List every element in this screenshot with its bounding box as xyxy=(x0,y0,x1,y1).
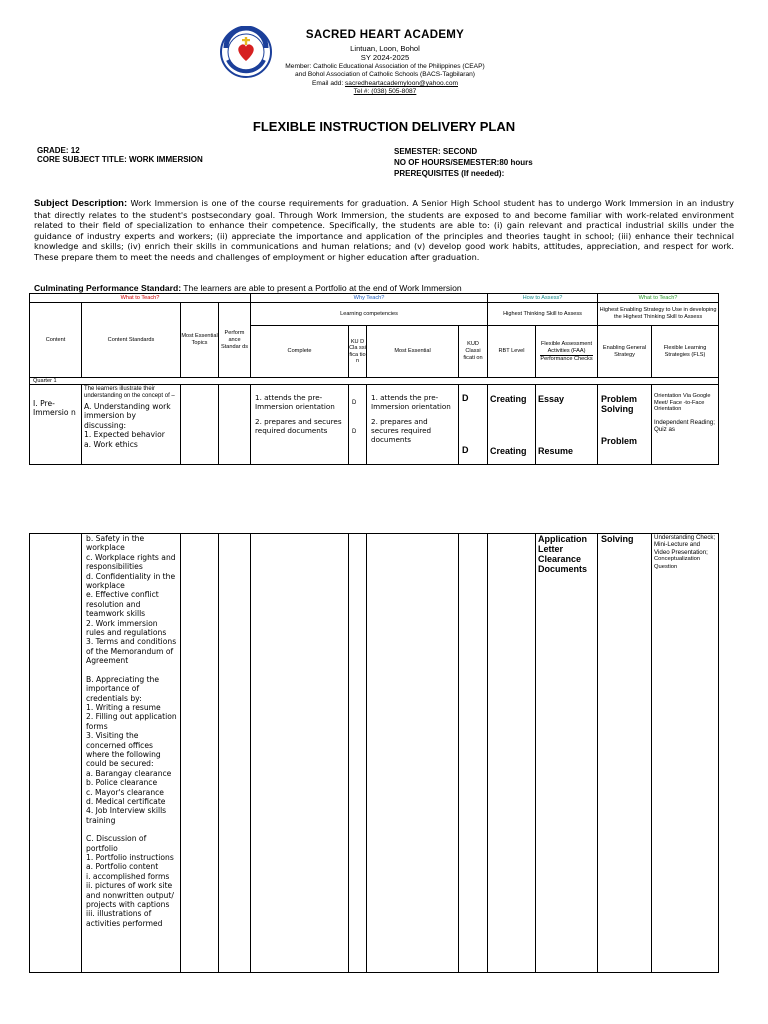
cs-line: 1. Portfolio instructions xyxy=(86,853,174,862)
cps-label: Culminating Performance Standard: xyxy=(34,283,182,293)
email-address[interactable]: sacredheartacademyloon@yahoo.com xyxy=(345,80,458,87)
cs-line: i. accomplished forms xyxy=(86,871,170,881)
quarter-label: Quarter 1 xyxy=(30,378,719,385)
cs-line: b. Safety in the workplace xyxy=(86,534,145,553)
fidp-table-page2 xyxy=(29,533,719,973)
faa-2: Resume xyxy=(538,446,574,456)
highest-enabling-header: Highest Enabling Strategy to Use in developing the Highest Thinking Skill to Assess xyxy=(598,303,719,326)
complete-cell xyxy=(251,385,349,465)
cs-spacer xyxy=(86,825,178,834)
cs-line: B. Appreciating the importance of credentials by: xyxy=(86,674,160,703)
cps-text: The learners are able to present a Portfolio at the end of Work Immersion xyxy=(181,283,462,293)
faa-label: Flexible Assessment Activities (FAA) xyxy=(541,340,593,354)
cs-line: 4. Job Interview skills training xyxy=(86,806,167,825)
why-teach-header: Why Teach? xyxy=(251,294,488,303)
egs-2: Problem xyxy=(601,436,638,446)
kud-classification-header-2: KUD Classi ficati on xyxy=(459,326,488,378)
fls-1: Orientation Via Google Meet/ Face -to-Face Orientation xyxy=(654,393,711,413)
cs-spacer xyxy=(86,666,178,675)
content-standards-cell-cont xyxy=(82,534,181,973)
kud2-2: D xyxy=(462,445,469,455)
rbt-level-header: RBT Level xyxy=(488,326,536,378)
fls-2: Independent Reading; Quiz as xyxy=(654,418,715,434)
kud-classification-header: KU D Cla ssi fica tio n xyxy=(349,326,367,378)
cs-line: c. Mayor's clearance xyxy=(86,787,164,797)
cs-line: 1. Writing a resume xyxy=(86,702,161,712)
school-name: SACRED HEART ACADEMY xyxy=(305,29,465,41)
highest-thinking-header: Highest Thinking Skill to Assess xyxy=(488,303,598,326)
cs-line: c. Workplace rights and responsibilities xyxy=(86,552,176,572)
egs-1: Problem Solving xyxy=(601,394,638,414)
cs-line: C. Discussion of portfolio xyxy=(86,834,147,853)
cs-intro: The learners illustrate their understanding on the concept of – xyxy=(84,386,175,399)
kud2-1: D xyxy=(462,393,469,403)
rbt-1: Creating xyxy=(490,394,527,404)
essential-item-1: 1. attends the pre-Immersion orientation xyxy=(371,393,451,411)
what-to-teach-header-2: What to Teach? xyxy=(598,294,719,303)
faa-cell-cont: Application Letter Clearance Documents xyxy=(536,534,598,973)
most-essential-topics-cell xyxy=(181,385,219,465)
page-title: FLEXIBLE INSTRUCTION DELIVERY PLAN xyxy=(252,119,516,134)
semester-label: SEMESTER: SECOND xyxy=(394,147,478,156)
enabling-general-strategy-header: Enabling General Strategy xyxy=(598,326,652,378)
kud-cell-2-cont xyxy=(459,534,488,973)
cs-item-1: 1. Expected behavior xyxy=(84,430,165,440)
most-essential-topics-cell-cont xyxy=(181,534,219,973)
performance-standards-cell xyxy=(219,385,251,465)
fls-cell xyxy=(652,385,719,465)
cs-line: ii. pictures of work site and nonwritten output/ projects with captions xyxy=(86,881,174,910)
faa-header xyxy=(536,326,598,378)
cs-line: 3. Visiting the concerned offices where the following could be secured: xyxy=(86,731,161,769)
complete-item-1: 1. attends the pre-Immersion orientation xyxy=(255,393,335,411)
content-header: Content xyxy=(30,303,82,378)
rbt-level-cell xyxy=(488,385,536,465)
cs-line: 2. Filling out application forms xyxy=(86,712,177,731)
culminating-standard xyxy=(34,283,462,293)
subject-title: CORE SUBJECT TITLE: WORK IMMERSION xyxy=(37,155,203,164)
kud-1: D xyxy=(352,400,357,406)
learning-competencies-header: Learning competencies xyxy=(251,303,488,326)
how-to-assess-header: How to Assess? xyxy=(488,294,598,303)
faa-1: Essay xyxy=(538,394,565,404)
performance-standards-cell-cont xyxy=(219,534,251,973)
membership-line-1: Member: Catholic Educational Association of the Philippines (CEAP) xyxy=(285,63,485,70)
prerequisites-label: PREREQUISITES (If needed): xyxy=(394,169,505,178)
fls-cell-cont xyxy=(652,534,719,973)
cs-line: a. Portfolio content xyxy=(86,862,159,872)
fls-cont-b: Conceptualization Question xyxy=(654,556,701,570)
fls-cont-a: Understanding Check; Mini-Lecture and Video Presentation; xyxy=(654,534,716,556)
description-text: Work Immersion is one of the course requirements for graduation. A Senior High School student has to undergo Work Immersion in an industry that directly relates to the student's postsecondary goal. Through Work Immersion, the students are exposed to and become familiar with work-related environment related to their field of specialization to enhance their competence. Specifically, the students are able to: (i) gain relevant and practical industrial skills under the guidance of industry experts and workers; (ii) appreciate the importance and application of the principles and theories taught in school; (iii) enhance their technical knowledge and skills; (iv) enrich their skills in communications and human relations; and (v) develop good work habits, attitudes, appreciation, and respect for work. These prepare them to meet the needs and challenges of employment or higher education after graduation. xyxy=(34,198,734,262)
complete-header: Complete xyxy=(251,326,349,378)
kud-cell-cont xyxy=(349,534,367,973)
content-cell: I. Pre-Immersio n xyxy=(30,385,82,465)
description-label: Subject Description: xyxy=(34,198,128,209)
school-address: Lintuan, Loon, Bohol xyxy=(350,44,420,53)
content-cell-cont xyxy=(30,534,82,973)
hours-label: NO OF HOURS/SEMESTER:80 hours xyxy=(394,158,533,167)
complete-item-2: 2. prepares and secures required documents xyxy=(255,417,342,435)
most-essential-cell xyxy=(367,385,459,465)
cs-line: d. Medical certificate xyxy=(86,796,166,806)
cs-line: 2. Work immersion rules and regulations xyxy=(86,618,167,638)
performance-checks-label: Performance Checks xyxy=(540,355,593,362)
most-essential-topics-header: Most Essential Topics xyxy=(181,303,219,378)
cs-item-a: A. Understanding work immersion by discussing: xyxy=(84,402,171,430)
cs-line: iii. illustrations of activities performed xyxy=(86,909,163,928)
rbt-2: Creating xyxy=(490,446,527,456)
rbt-level-cell-cont xyxy=(488,534,536,973)
cs-line: d. Confidentiality in the workplace xyxy=(86,571,176,591)
egs-cell-cont: Solving xyxy=(598,534,652,973)
cs-line: b. Police clearance xyxy=(86,778,158,788)
cs-line: a. Barangay clearance xyxy=(86,768,172,778)
cs-item-a-ethics: a. Work ethics xyxy=(84,439,138,449)
egs-cell xyxy=(598,385,652,465)
most-essential-header: Most Essential xyxy=(367,326,459,378)
complete-cell-cont xyxy=(251,534,349,973)
performance-standards-header: Perform ance Standar ds xyxy=(219,303,251,378)
faa-cell xyxy=(536,385,598,465)
telephone-line: Tel #: (038) 505-8087 xyxy=(353,88,417,95)
content-standards-header: Content Standards xyxy=(82,303,181,378)
kud-cell-2 xyxy=(459,385,488,465)
kud-2: D xyxy=(352,429,357,435)
subject-description xyxy=(34,198,734,263)
fidp-table-page1 xyxy=(29,293,719,465)
what-to-teach-header: What to Teach? xyxy=(30,294,251,303)
fls-header: Flexible Learning Strategies (FLS) xyxy=(652,326,719,378)
cs-line: e. Effective conflict resolution and teamwork skills xyxy=(86,590,159,619)
content-standards-cell xyxy=(82,385,181,465)
cs-line: 3. Terms and conditions of the Memorandum of Agreement xyxy=(86,637,177,666)
email-line xyxy=(240,80,530,88)
school-year: SY 2024-2025 xyxy=(360,53,410,62)
grade-label: GRADE: 12 xyxy=(37,146,80,155)
membership-line-2: and Bohol Association of Catholic Schools (BACS-Tagbilaran) xyxy=(295,71,475,78)
most-essential-cell-cont xyxy=(367,534,459,973)
email-label: Email add: xyxy=(312,80,345,87)
essential-item-2: 2. prepares and secures required documents xyxy=(371,417,432,444)
kud-cell xyxy=(349,385,367,465)
